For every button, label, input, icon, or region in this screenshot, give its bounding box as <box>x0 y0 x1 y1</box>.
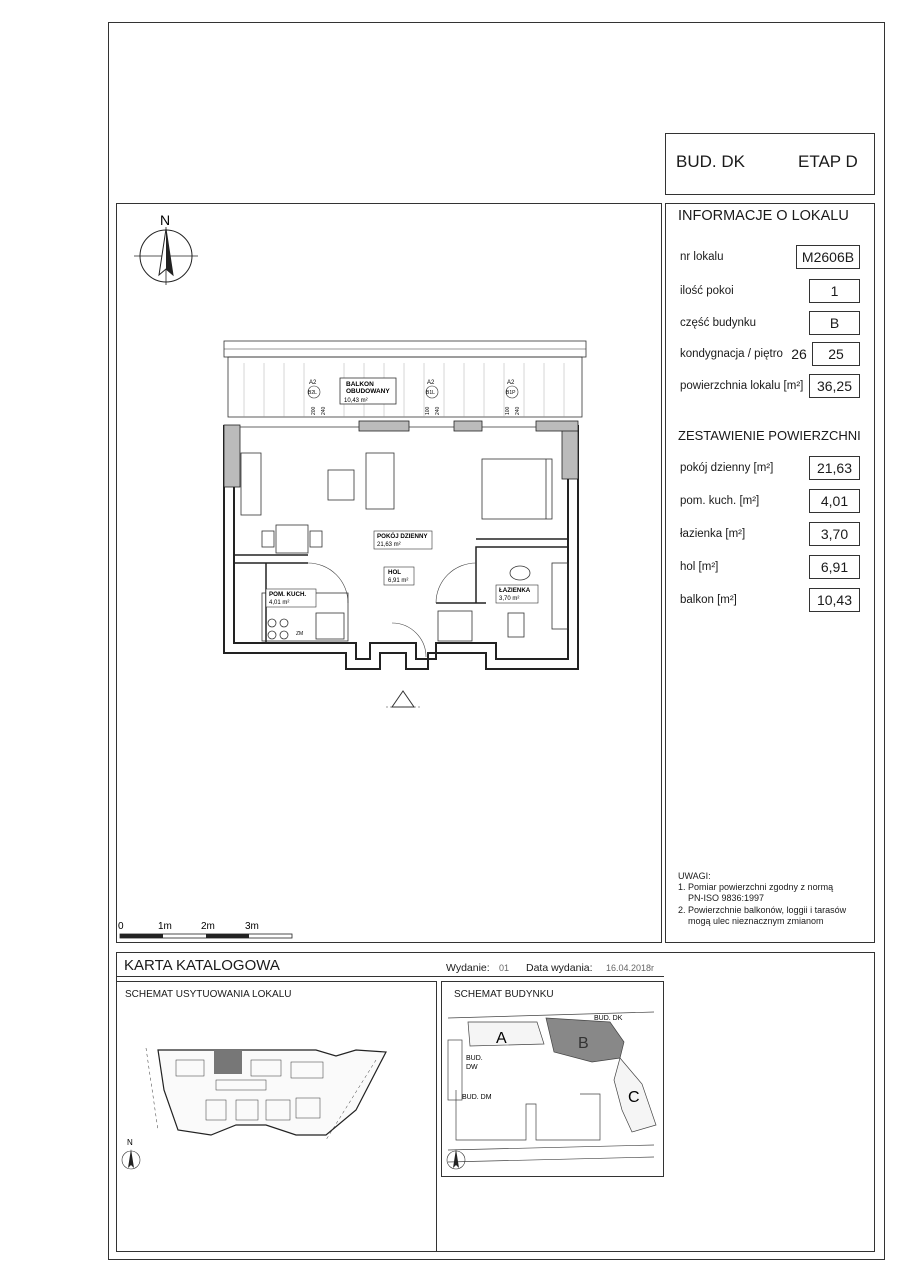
window-tag-1 <box>308 380 327 415</box>
room-name-bathroom: ŁAZIENKA <box>499 587 531 594</box>
room-area-living: 21,63 m² <box>377 542 401 548</box>
info-label-part: część budynku <box>680 317 757 329</box>
room-area-balcony: 10,43 m² <box>344 398 368 404</box>
north-arrow-icon <box>134 227 198 285</box>
svg-text:200: 200 <box>311 406 317 415</box>
scale-0: 0 <box>118 921 124 932</box>
fridge-label: ZM <box>296 631 304 637</box>
info-panel <box>665 203 875 943</box>
location-north-icon <box>122 1149 140 1169</box>
window-tag-3 <box>505 380 521 415</box>
info-label-unit: nr lokalu <box>680 251 724 263</box>
edition-label: Wydanie: <box>446 962 490 974</box>
scale-2: 2m <box>201 921 215 932</box>
date-value: 16.04.2018r <box>606 963 655 973</box>
building-label-c: C <box>628 1089 640 1106</box>
room-area-kitchen: 4,01 m² <box>269 600 290 606</box>
location-north-label: N <box>127 1138 133 1147</box>
scale-1: 1m <box>158 921 172 932</box>
info-title: INFORMACJE O LOKALU <box>678 208 849 224</box>
note-line-1: 1. Pomiar powierzchni zgodny z normą <box>678 882 834 892</box>
svg-text:A2: A2 <box>507 380 515 386</box>
building-label-a: A <box>496 1030 507 1047</box>
info-value-part: B <box>809 311 860 335</box>
svg-text:A2: A2 <box>427 380 435 386</box>
svg-text:240: 240 <box>321 406 327 415</box>
info-value-area: 36,25 <box>809 374 860 398</box>
svg-text:100: 100 <box>425 406 431 415</box>
info-label-rooms: ilość pokoi <box>680 285 734 297</box>
room-name-kitchen: POM. KUCH. <box>269 591 307 598</box>
info-label-floor: kondygnacja / piętro <box>680 348 783 360</box>
svg-text:100: 100 <box>505 406 511 415</box>
info-value-rooms: 1 <box>809 279 860 303</box>
building-north-icon <box>447 1149 465 1169</box>
room-name-balcony: BALKON <box>346 381 374 388</box>
area-value-hall: 6,91 <box>809 555 860 579</box>
svg-text:240: 240 <box>515 406 521 415</box>
edition-value: 01 <box>499 963 510 973</box>
area-label-kitchen: pom. kuch. [m²] <box>680 495 760 507</box>
building-map <box>442 1000 663 1176</box>
location-map <box>116 1030 416 1190</box>
scale-3: 3m <box>245 921 259 932</box>
room-area-hall: 6,91 m² <box>388 578 409 584</box>
notes-title: UWAGI: <box>678 871 711 881</box>
scale-bar <box>120 934 292 938</box>
area-label-living: pokój dzienny [m²] <box>680 462 774 474</box>
catalog-title: KARTA KATALOGOWA <box>124 957 280 974</box>
balcony-area <box>224 341 586 417</box>
svg-text:A2: A2 <box>309 380 317 386</box>
area-value-living: 21,63 <box>809 456 860 480</box>
svg-text:240: 240 <box>435 406 441 415</box>
note-line-4: mogą ulec nieznacznym zmianom <box>688 916 824 926</box>
area-value-bathroom: 3,70 <box>809 522 860 546</box>
stage-code: ETAP D <box>798 152 858 171</box>
date-label: Data wydania: <box>526 962 593 974</box>
note-line-3: 2. Powierzchnie balkonów, loggii i tarasów <box>678 905 847 915</box>
info-value-storey: 26 <box>791 346 807 362</box>
entrance-triangle-icon <box>386 691 420 707</box>
note-line-2: PN-ISO 9836:1997 <box>688 893 765 903</box>
building-code: BUD. DK <box>676 152 745 171</box>
building-label-dm: BUD. DM <box>462 1094 492 1101</box>
room-name2-balcony: OBUDOWANY <box>346 388 390 395</box>
info-value-unit: M2606B <box>796 245 860 269</box>
room-name-hall: HOL <box>388 569 402 576</box>
info-label-area: powierzchnia lokalu [m²] <box>680 380 804 392</box>
area-label-bathroom: łazienka [m²] <box>680 528 746 540</box>
info-value-floor: 25 <box>812 342 860 366</box>
room-name-living: POKÓJ DZIENNY <box>377 533 428 540</box>
location-title: SCHEMAT USYTUOWANIA LOKALU <box>125 989 292 1000</box>
area-value-kitchen: 4,01 <box>809 489 860 513</box>
building-schema-title: SCHEMAT BUDYNKU <box>454 989 554 1000</box>
svg-text:B1L: B1L <box>426 390 435 396</box>
svg-text:B1P: B1P <box>506 390 516 396</box>
header-box <box>665 133 875 195</box>
building-label-dw: BUD. <box>466 1055 483 1062</box>
area-label-hall: hol [m²] <box>680 561 719 573</box>
area-value-balcony: 10,43 <box>809 588 860 612</box>
building-label-dk: BUD. DK <box>594 1015 623 1022</box>
catalog-header-line <box>116 976 664 977</box>
building-label-dw2: DW <box>466 1064 478 1071</box>
areas-title: ZESTAWIENIE POWIERZCHNI <box>678 428 861 443</box>
room-area-bathroom: 3,70 m² <box>499 596 520 602</box>
building-label-b: B <box>578 1035 589 1052</box>
window-tag-2 <box>425 380 441 415</box>
svg-text:B2L: B2L <box>308 390 317 396</box>
area-label-balcony: balkon [m²] <box>680 594 737 606</box>
north-label: N <box>160 212 171 228</box>
floor-plan <box>116 203 662 943</box>
